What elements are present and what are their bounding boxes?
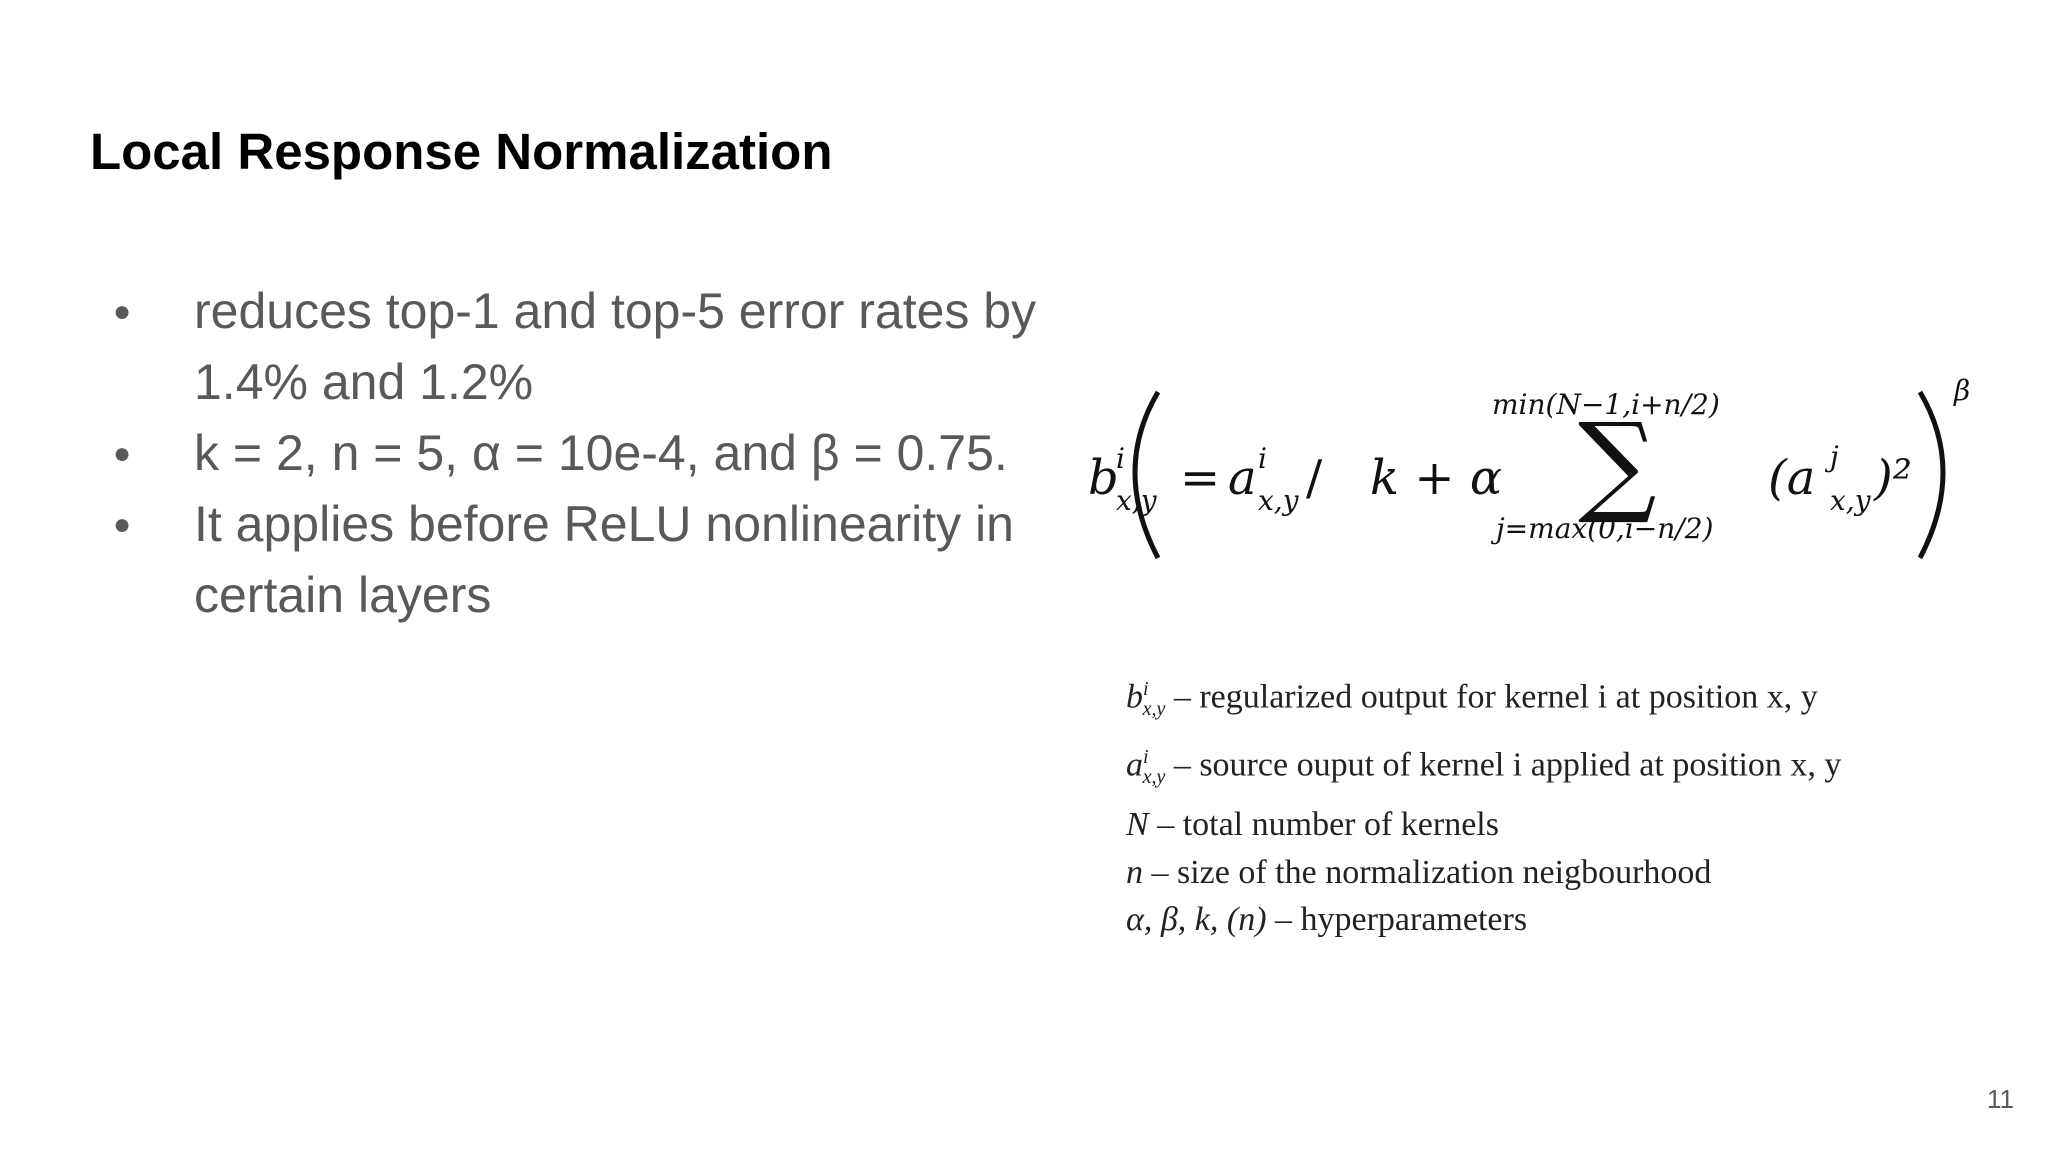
legend-symbol: N — [1126, 806, 1149, 844]
sum-lower-limit: j=max(0,i−n/2) — [1496, 512, 1714, 545]
formula-k-plus-alpha: k + α — [1370, 450, 1503, 506]
bullet-text: k = 2, n = 5, α = 10e-4, and β = 0.75. — [194, 425, 1008, 481]
bullet-item — [108, 489, 1068, 631]
slide-title: Local Response Normalization — [90, 123, 833, 180]
legend-symbol: b — [1126, 678, 1143, 716]
bullet-marker: ● — [112, 508, 132, 541]
formula-lhs: b — [1088, 450, 1119, 506]
formula-term-sup: j — [1830, 440, 1839, 473]
legend-item — [1126, 666, 2006, 734]
formula-slash: / — [1306, 450, 1323, 506]
legend-item — [1126, 849, 2006, 897]
formula-term-sub: x,y — [1830, 484, 1871, 517]
formula-term-close: )² — [1874, 450, 1912, 506]
legend-item — [1126, 734, 2006, 802]
bullet-text: reduces top-1 and top-5 error rates by 1.4% and 1.2% — [194, 283, 1037, 410]
formula-equals: = — [1180, 450, 1221, 506]
sum-symbol: ∑ — [1578, 399, 1657, 527]
legend-text: – source ouput of kernel i applied at position x, y — [1165, 745, 1842, 783]
legend-symbol-sub: x,y — [1142, 765, 1166, 788]
legend-text: – total number of kernels — [1148, 806, 1499, 844]
bullet-marker: ● — [112, 295, 132, 328]
slide-number: 11 — [1987, 1084, 2014, 1114]
left-big-paren — [1135, 392, 1158, 558]
legend-item — [1126, 801, 2006, 849]
formula-a: a — [1228, 450, 1257, 506]
symbol-legend — [1126, 666, 2006, 944]
lrn-formula — [1078, 360, 1998, 580]
legend-symbol-sub: x,y — [1142, 698, 1166, 721]
formula-a-sup: i — [1258, 442, 1267, 475]
bullet-item — [108, 418, 1068, 489]
legend-text: – regularized output for kernel i at position x, y — [1165, 678, 1818, 716]
formula-exponent: β — [1954, 374, 1971, 407]
legend-text: – size of the normalization neigbourhood — [1143, 853, 1712, 891]
legend-symbol: n — [1126, 853, 1143, 891]
formula-lhs-sub: x,y — [1116, 484, 1157, 517]
legend-symbol-sup: i — [1143, 745, 1149, 768]
bullet-list — [108, 276, 1068, 631]
legend-symbol-sup: i — [1143, 678, 1149, 700]
legend-symbol: α, β, k, (n) — [1126, 901, 1267, 939]
legend-symbol: a — [1126, 745, 1143, 783]
bullet-marker: ● — [112, 437, 132, 470]
bullet-text: It applies before ReLU nonlinearity in certain layers — [194, 496, 1014, 623]
legend-text: – hyperparameters — [1266, 901, 1528, 939]
formula-term: (a — [1768, 450, 1816, 506]
right-big-paren — [1920, 392, 1943, 558]
formula-lhs-sup: i — [1116, 442, 1125, 475]
sum-upper-limit: min(N−1,i+n/2) — [1492, 388, 1720, 421]
formula-a-sub: x,y — [1258, 484, 1299, 517]
legend-item — [1126, 896, 2006, 944]
bullet-item — [108, 276, 1068, 418]
